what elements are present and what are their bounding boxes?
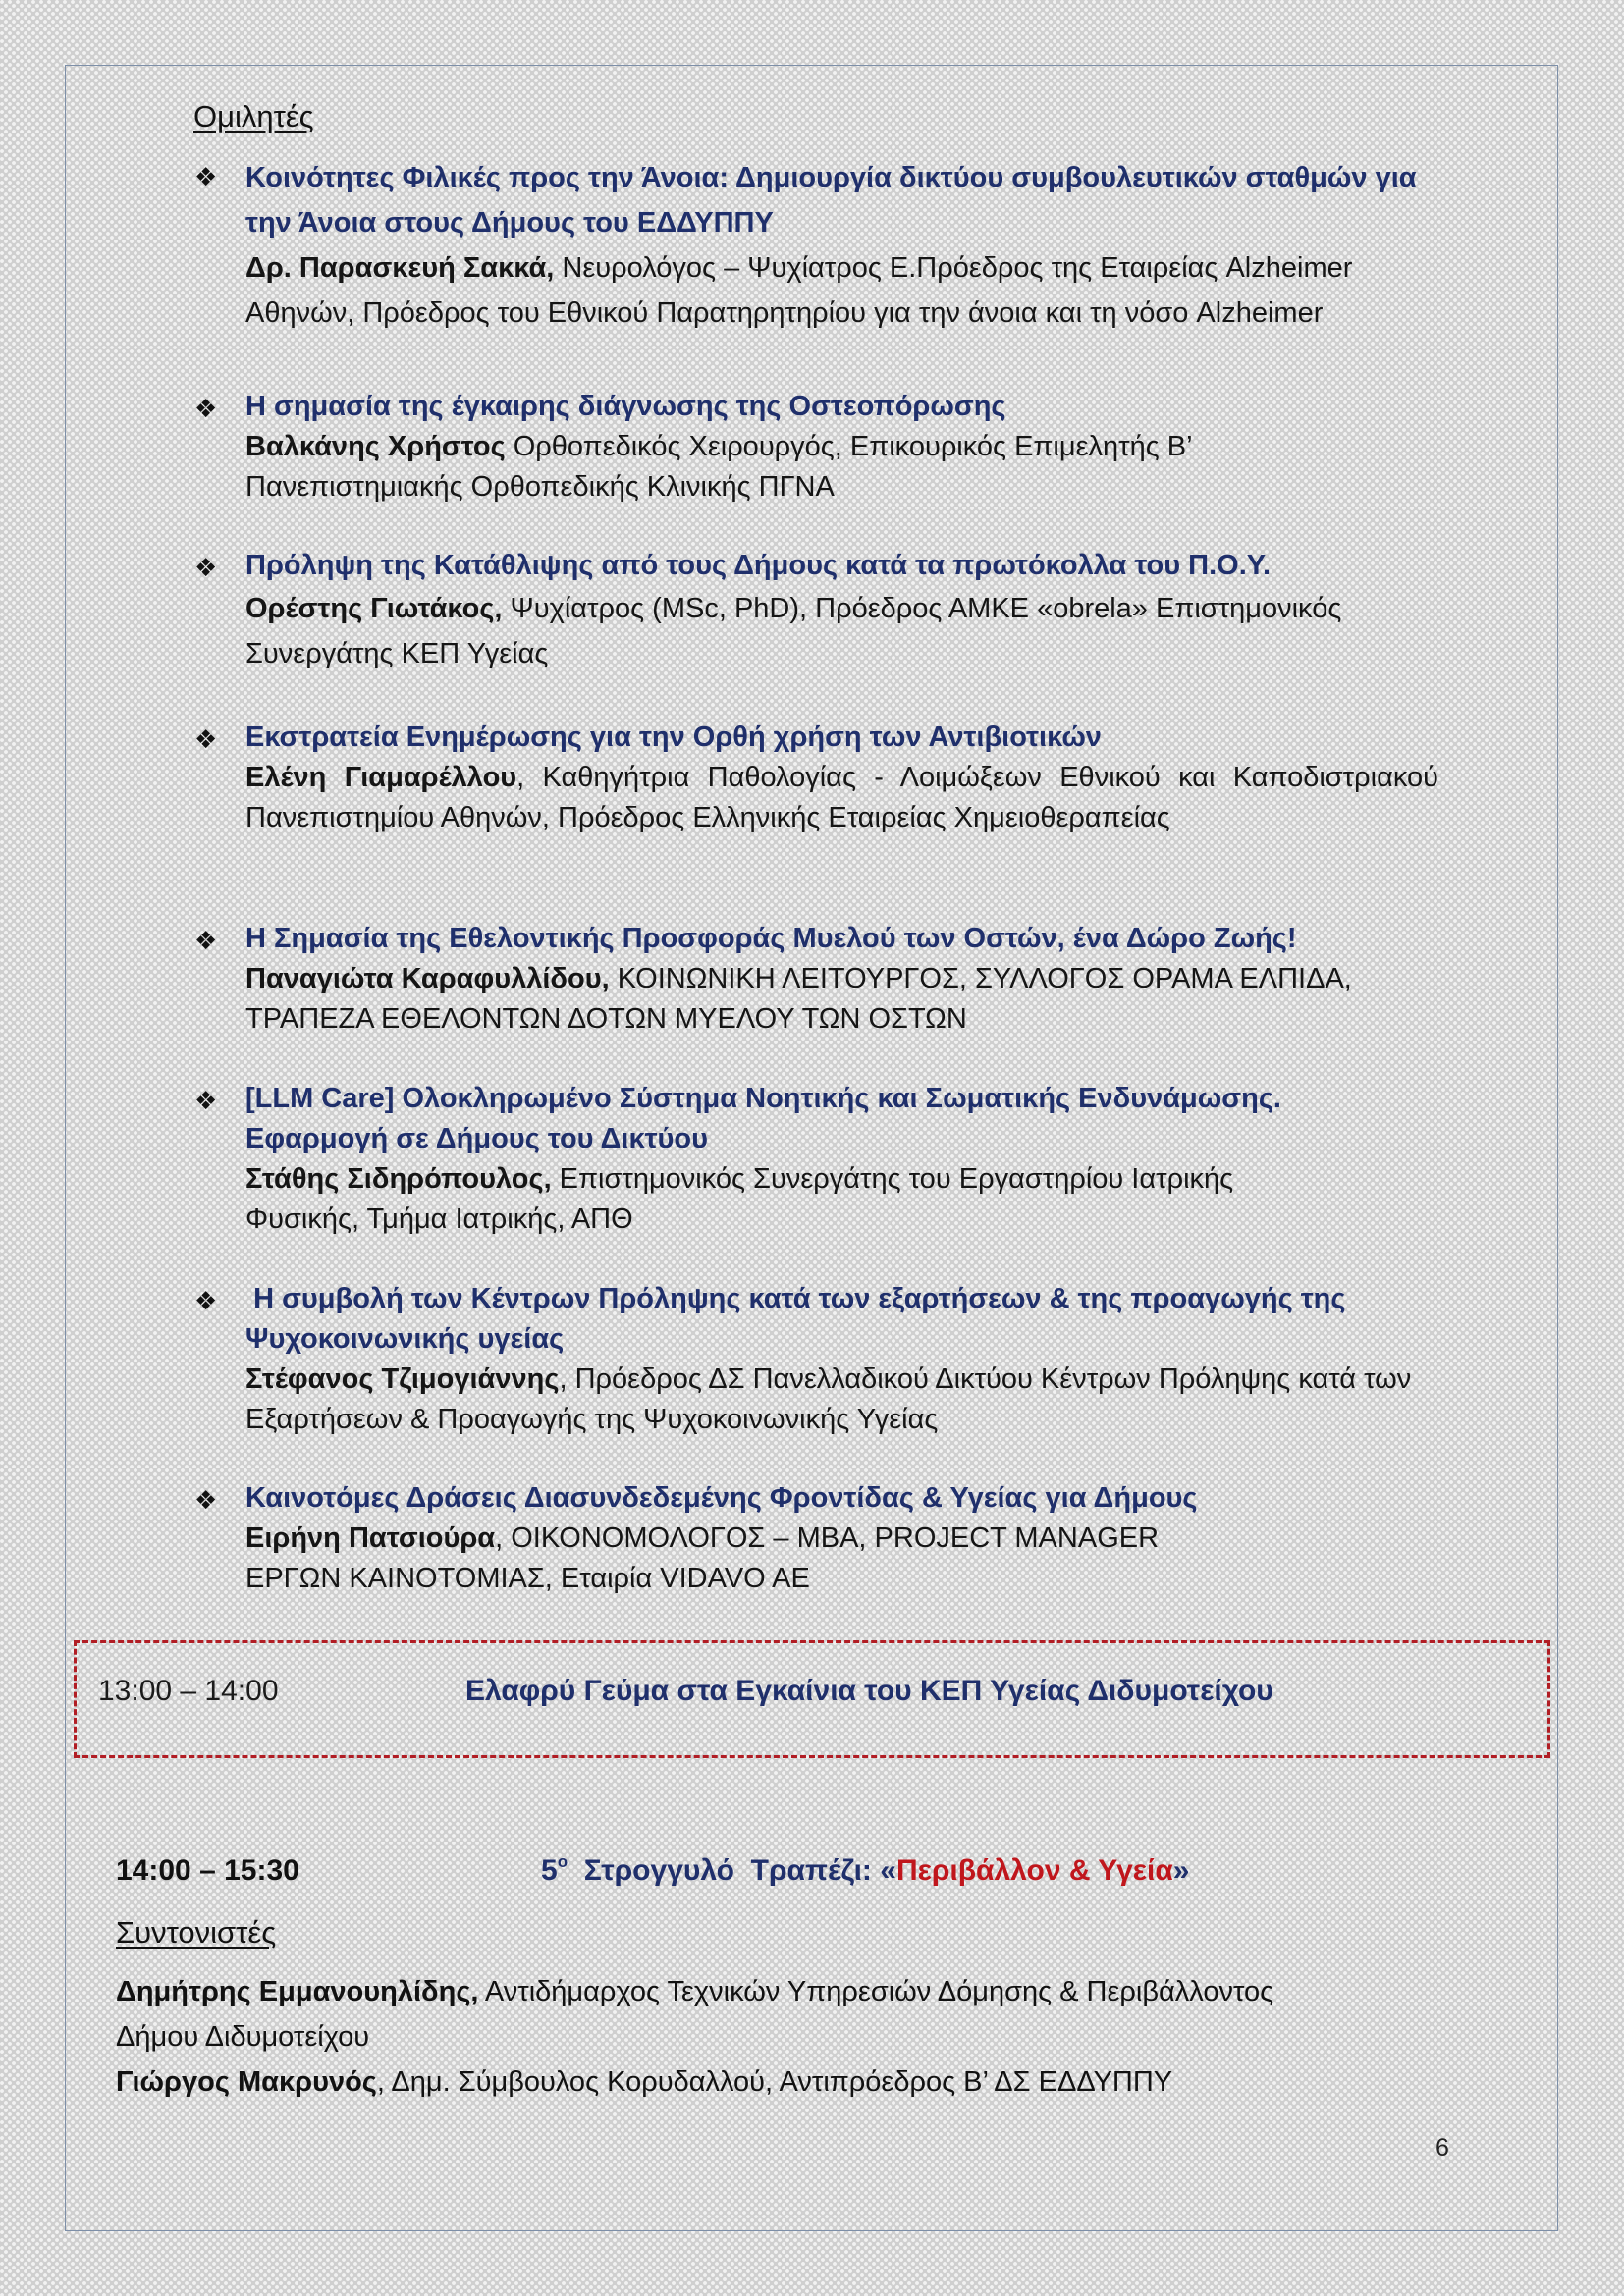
list-item <box>194 1478 1443 1599</box>
speaker-name: Δρ. Παρασκευή Σακκά, <box>245 252 555 284</box>
lunch-break-box <box>74 1640 1550 1758</box>
speaker-description: , ΟΙΚΟΝΟΜΟΛΟΓΟΣ – MBA, PROJECT MANAGER ΕΡΓΩΝ ΚΑΙΝΟΤΟΜΙΑΣ, Εταιρία VIDAVO AE <box>245 1522 1160 1594</box>
talk-title: Κοινότητες Φιλικές προς την Άνοια: Δημιουργία δικτύου συμβουλευτικών σταθμών για την Άνοια στους Δήμους του ΕΔΔΥΠΠΥ <box>245 162 1417 239</box>
session-number: 5 <box>541 1854 558 1887</box>
coordinator-line <box>116 1969 1392 2014</box>
diamond-bullet-icon: ❖ <box>194 163 218 192</box>
diamond-bullet-icon: ❖ <box>194 1486 218 1516</box>
coordinator-line <box>116 2014 1392 2059</box>
speaker-description: Ορθοπεδικός Χειρουργός, Επικουρικός Επιμελητής Β’ Πανεπιστημιακής Ορθοπεδικής Κλινικής ΠΓΝΑ <box>245 431 1192 503</box>
talk-title: Η συμβολή των Κέντρων Πρόληψης κατά των εξαρτήσεων & της προαγωγής της Ψυχοκοινωνικής υγείας <box>245 1283 1354 1355</box>
list-item <box>194 718 1438 838</box>
speaker-name: Ελένη Γιαμαρέλλου <box>245 762 517 793</box>
talk-title: Καινοτόμες Δράσεις Διασυνδεδεμένης Φροντίδας & Υγείας για Δήμους <box>245 1482 1198 1514</box>
talk-title: Η Σημασία της Εθελοντικής Προσφοράς Μυελού των Οστών, ένα Δώρο Ζωής! <box>245 923 1297 954</box>
speaker-description: , Καθηγήτρια Παθολογίας - Λοιμώξεων Εθνικού και Καποδιστριακού Πανεπιστημίου Αθηνών, Πρόεδρος Ελληνικής Εταιρείας Χημειοθεραπείας <box>245 762 1438 833</box>
lunch-title: Ελαφρύ Γεύμα στα Εγκαίνια του ΚΕΠ Υγείας Διδυμοτείχου <box>465 1675 1273 1707</box>
session-ordinal: ο <box>557 1852 568 1871</box>
list-item <box>194 387 1443 507</box>
list-item <box>194 919 1443 1040</box>
speakers-heading: Ομιλητές <box>193 99 314 133</box>
talk-title: Πρόληψη της Κατάθλιψης από τους Δήμους κατά τα πρωτόκολλα του Π.Ο.Υ. <box>245 550 1271 581</box>
diamond-bullet-icon: ❖ <box>194 395 218 424</box>
session-time: 14:00 – 15:30 <box>116 1854 299 1887</box>
coordinator-description: Αντιδήμαρχος Τεχνικών Υπηρεσιών Δόμησης & Περιβάλλοντος <box>478 1976 1274 2007</box>
list-item <box>194 1079 1443 1240</box>
lunch-time: 13:00 – 14:00 <box>98 1675 279 1707</box>
talk-title: [LLM Care] Ολοκληρωμένο Σύστημα Νοητικής και Σωματικής Ενδυνάμωσης. Εφαρμογή σε Δήμους του Δικτύου <box>245 1083 1281 1154</box>
session-title-suffix: » <box>1172 1854 1190 1887</box>
speaker-description: , Πρόεδρος ΔΣ Πανελλαδικού Δικτύου Κέντρων Πρόληψης κατά των Εξαρτήσεων & Προαγωγής της Ψυχοκοινωνικής Υγείας <box>245 1363 1412 1435</box>
diamond-bullet-icon: ❖ <box>194 554 218 583</box>
coordinator-description: Δήμου Διδυμοτείχου <box>116 2021 370 2053</box>
speaker-name: Βαλκάνης Χρήστος <box>245 431 506 462</box>
speaker-description: Νευρολόγος – Ψυχίατρος Ε.Πρόεδρος της Εταιρείας Alzheimer Αθηνών, Πρόεδρος του Εθνικού Παρατηρητηρίου για την άνοια και τη νόσο Alzheimer <box>245 252 1353 329</box>
speaker-name: Παναγιώτα Καραφυλλίδου, <box>245 963 610 994</box>
session-title-prefix: Στρογγυλό Τραπέζι: « <box>568 1854 896 1887</box>
page-number: 6 <box>1435 2134 1449 2162</box>
coordinator-name: Δημήτρης Εμμανουηλίδης, <box>116 1976 479 2007</box>
list-item <box>194 546 1443 676</box>
list-item <box>194 155 1443 336</box>
speaker-name: Ορέστης Γιωτάκος, <box>245 593 503 624</box>
coordinators-heading: Συντονιστές <box>116 1915 277 1949</box>
coordinators-list <box>116 1969 1392 2105</box>
diamond-bullet-icon: ❖ <box>194 1087 218 1116</box>
speaker-name: Στέφανος Τζιμογιάννης <box>245 1363 560 1395</box>
session-topic: Περιβάλλον & Υγεία <box>895 1854 1173 1887</box>
speaker-name: Στάθης Σιδηρόπουλος, <box>245 1163 552 1195</box>
speaker-description: ΚΟΙΝΩΝΙΚΗ ΛΕΙΤΟΥΡΓΟΣ, ΣΥΛΛΟΓΟΣ ΟΡΑΜΑ ΕΛΠΙΔΑ, ΤΡΑΠΕΖΑ ΕΘΕΛΟΝΤΩΝ ΔΟΤΩΝ ΜΥΕΛΟΥ ΤΩΝ ΟΣΤΩΝ <box>245 963 1352 1035</box>
session-title <box>541 1854 1189 1888</box>
diamond-bullet-icon: ❖ <box>194 1287 218 1316</box>
coordinator-name: Γιώργος Μακρυνός <box>116 2066 377 2098</box>
speaker-description: Επιστημονικός Συνεργάτης του Εργαστηρίου Ιατρικής Φυσικής, Τμήμα Ιατρικής, ΑΠΘ <box>245 1163 1234 1235</box>
talk-title: Εκστρατεία Ενημέρωσης για την Ορθή χρήση των Αντιβιοτικών <box>245 721 1102 753</box>
diamond-bullet-icon: ❖ <box>194 725 218 755</box>
speaker-name: Ειρήνη Πατσιούρα <box>245 1522 496 1554</box>
list-item <box>194 1279 1443 1440</box>
coordinator-line <box>116 2059 1392 2105</box>
diamond-bullet-icon: ❖ <box>194 927 218 956</box>
coordinator-description: , Δημ. Σύμβουλος Κορυδαλλού, Αντιπρόεδρος Β’ ΔΣ ΕΔΔΥΠΠΥ <box>376 2066 1173 2098</box>
speaker-description: Ψυχίατρος (MSc, PhD), Πρόεδρος ΑΜΚΕ «obrela» Επιστημονικός Συνεργάτης ΚΕΠ Υγείας <box>245 593 1342 669</box>
talk-title: Η σημασία της έγκαιρης διάγνωσης της Οστεοπόρωσης <box>245 391 1006 422</box>
